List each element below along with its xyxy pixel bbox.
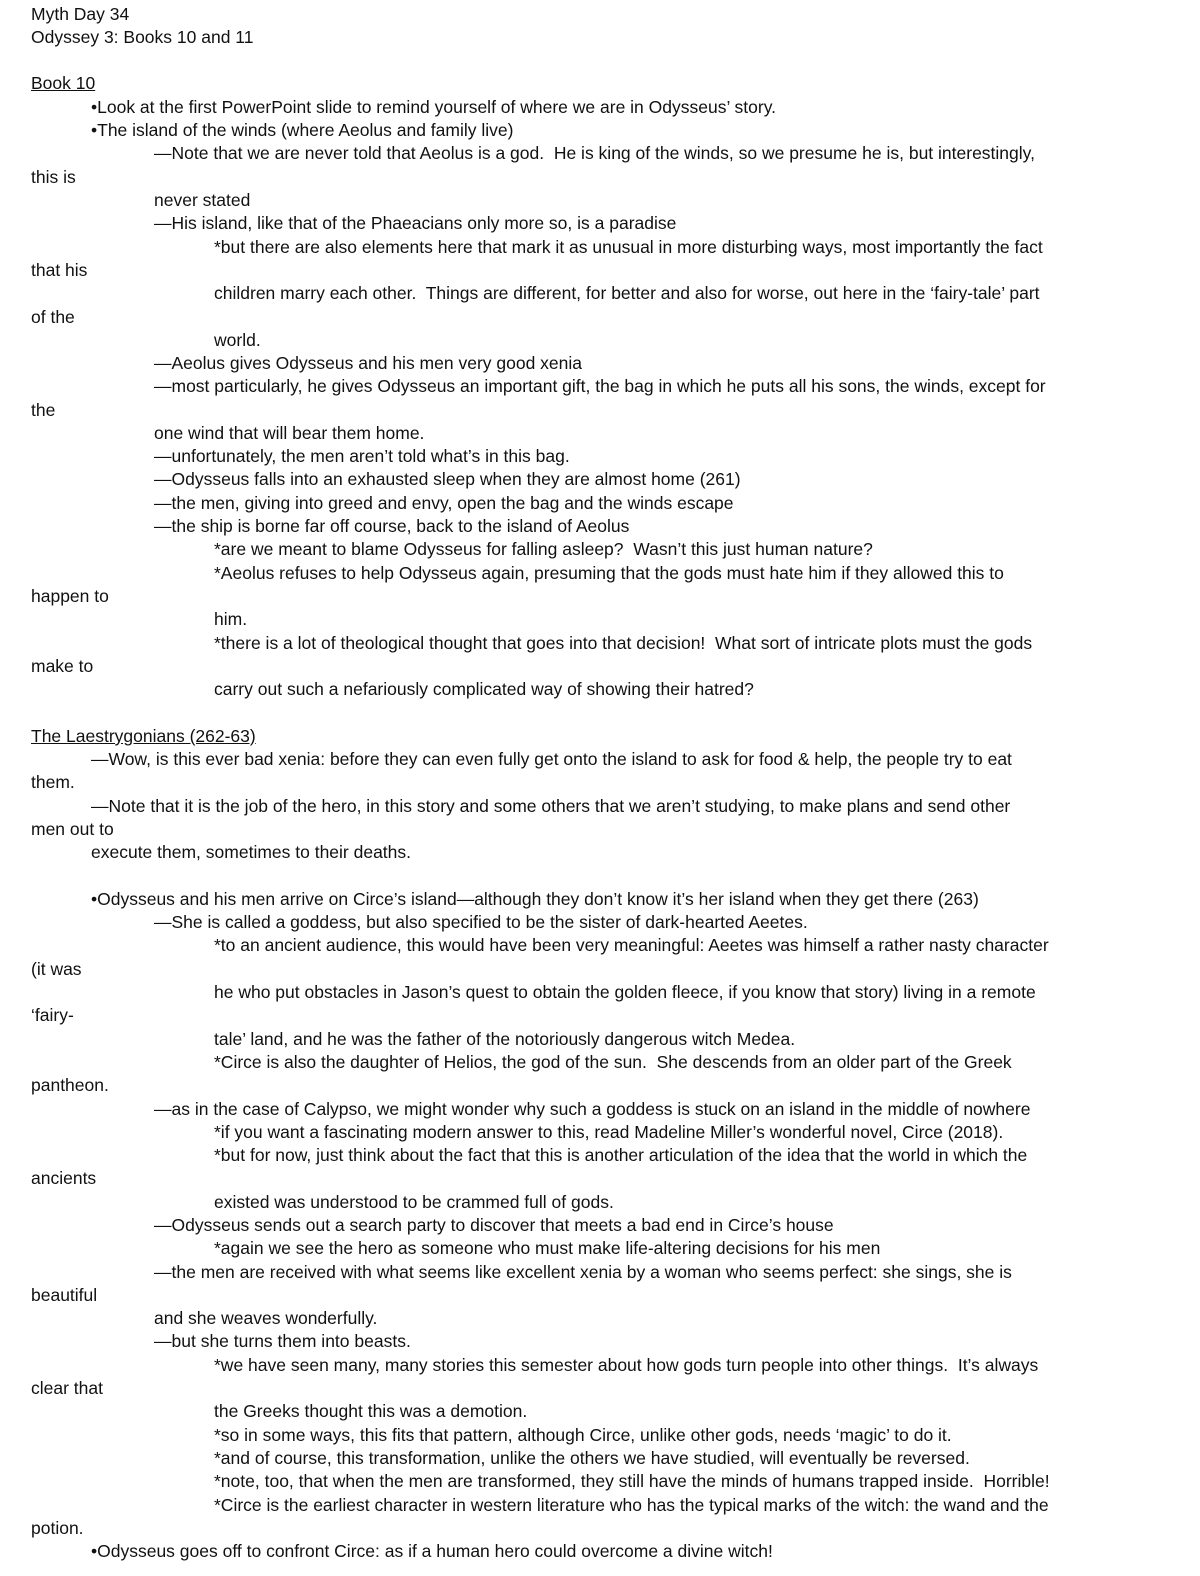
text-line: —Note that it is the job of the hero, in this story and some others that we aren’t studying, to make plans and send other bbox=[91, 796, 1011, 816]
text-line: —most particularly, he gives Odysseus an important gift, the bag in which he puts all his sons, the winds, except for bbox=[154, 376, 1046, 396]
document-title: Myth Day 34 bbox=[31, 4, 130, 24]
text-line: *so in some ways, this fits that pattern, although Circe, unlike other gods, needs ‘magic’ to do it. bbox=[214, 1425, 952, 1445]
text-line: ancients bbox=[31, 1168, 97, 1188]
text-line: them. bbox=[31, 772, 75, 792]
text-line: •The island of the winds (where Aeolus and family live) bbox=[91, 120, 514, 140]
text-line: him. bbox=[214, 609, 248, 629]
text-line: men out to bbox=[31, 819, 114, 839]
text-line: —Odysseus falls into an exhausted sleep when they are almost home (261) bbox=[154, 469, 741, 489]
text-line: —unfortunately, the men aren’t told what’s in this bag. bbox=[154, 446, 570, 466]
text-line: tale’ land, and he was the father of the notoriously dangerous witch Medea. bbox=[214, 1029, 796, 1049]
text-line: *to an ancient audience, this would have been very meaningful: Aeetes was himself a rather nasty character bbox=[214, 935, 1049, 955]
text-line: •Odysseus goes off to confront Circe: as if a human hero could overcome a divine witch! bbox=[91, 1541, 773, 1561]
text-line: world. bbox=[214, 330, 261, 350]
text-line: —Wow, is this ever bad xenia: before they can even fully get onto the island to ask for food & help, the people try to eat bbox=[91, 749, 1012, 769]
text-line: this is bbox=[31, 167, 76, 187]
document-subtitle: Odyssey 3: Books 10 and 11 bbox=[31, 27, 254, 47]
text-line: *Circe is the earliest character in western literature who has the typical marks of the witch: the wand and the bbox=[214, 1495, 1049, 1515]
text-line: potion. bbox=[31, 1518, 84, 1538]
text-line: pantheon. bbox=[31, 1075, 109, 1095]
text-line: *but for now, just think about the fact that this is another articulation of the idea that the world in which the bbox=[214, 1145, 1028, 1165]
text-line: —His island, like that of the Phaeacians only more so, is a paradise bbox=[154, 213, 677, 233]
text-line: (it was bbox=[31, 959, 82, 979]
text-line: ‘fairy- bbox=[31, 1005, 74, 1025]
text-line: *and of course, this transformation, unlike the others we have studied, will eventually be reversed. bbox=[214, 1448, 970, 1468]
text-line: *Circe is also the daughter of Helios, the god of the sun. She descends from an older part of the Greek bbox=[214, 1052, 1012, 1072]
text-line: the bbox=[31, 400, 56, 420]
text-line: the Greeks thought this was a demotion. bbox=[214, 1401, 528, 1421]
text-line: •Odysseus and his men arrive on Circe’s island—although they don’t know it’s her island when they get there (263) bbox=[91, 889, 979, 909]
text-line: beautiful bbox=[31, 1285, 98, 1305]
text-line: existed was understood to be crammed full of gods. bbox=[214, 1192, 614, 1212]
text-line: *but there are also elements here that mark it as unusual in more disturbing ways, most importantly the fact bbox=[214, 237, 1043, 257]
text-line: one wind that will bear them home. bbox=[154, 423, 425, 443]
text-line: —Note that we are never told that Aeolus is a god. He is king of the winds, so we presume he is, but interestingly, bbox=[154, 143, 1035, 163]
text-line: *there is a lot of theological thought that goes into that decision! What sort of intricate plots must the gods bbox=[214, 633, 1033, 653]
text-line: —the men are received with what seems like excellent xenia by a woman who seems perfect: she sings, she is bbox=[154, 1262, 1012, 1282]
text-line: make to bbox=[31, 656, 94, 676]
text-line: —She is called a goddess, but also specified to be the sister of dark-hearted Aeetes. bbox=[154, 912, 808, 932]
text-line: *Aeolus refuses to help Odysseus again, presuming that the gods must hate him if they allowed this to bbox=[214, 563, 1004, 583]
text-line: clear that bbox=[31, 1378, 103, 1398]
text-line: —the ship is borne far off course, back to the island of Aeolus bbox=[154, 516, 630, 536]
text-line: carry out such a nefariously complicated way of showing their hatred? bbox=[214, 679, 754, 699]
text-line: of the bbox=[31, 307, 75, 327]
text-line: and she weaves wonderfully. bbox=[154, 1308, 378, 1328]
text-line: never stated bbox=[154, 190, 251, 210]
text-line: children marry each other. Things are different, for better and also for worse, out here in the ‘fairy-tale’ part bbox=[214, 283, 1040, 303]
text-line: happen to bbox=[31, 586, 109, 606]
text-line: *again we see the hero as someone who must make life-altering decisions for his men bbox=[214, 1238, 881, 1258]
text-line: —the men, giving into greed and envy, open the bag and the winds escape bbox=[154, 493, 734, 513]
section-heading-laestrygonians: The Laestrygonians (262-63) bbox=[31, 726, 256, 746]
text-line: he who put obstacles in Jason’s quest to obtain the golden fleece, if you know that story) living in a remote bbox=[214, 982, 1036, 1002]
text-line: —Odysseus sends out a search party to discover that meets a bad end in Circe’s house bbox=[154, 1215, 834, 1235]
text-line: *if you want a fascinating modern answer to this, read Madeline Miller’s wonderful novel, Circe (2018). bbox=[214, 1122, 1004, 1142]
text-line: that his bbox=[31, 260, 88, 280]
text-line: *are we meant to blame Odysseus for falling asleep? Wasn’t this just human nature? bbox=[214, 539, 873, 559]
text-line: *we have seen many, many stories this semester about how gods turn people into other things. It’s always bbox=[214, 1355, 1039, 1375]
text-line: •Look at the first PowerPoint slide to remind yourself of where we are in Odysseus’ story. bbox=[91, 97, 777, 117]
section-heading-book-10: Book 10 bbox=[31, 73, 96, 93]
text-line: —as in the case of Calypso, we might wonder why such a goddess is stuck on an island in the middle of nowhere bbox=[154, 1099, 1031, 1119]
text-line: execute them, sometimes to their deaths. bbox=[91, 842, 412, 862]
text-line: —Aeolus gives Odysseus and his men very good xenia bbox=[154, 353, 583, 373]
text-line: —but she turns them into beasts. bbox=[154, 1331, 411, 1351]
text-line: *note, too, that when the men are transformed, they still have the minds of humans trapped inside. Horrible! bbox=[214, 1471, 1050, 1491]
